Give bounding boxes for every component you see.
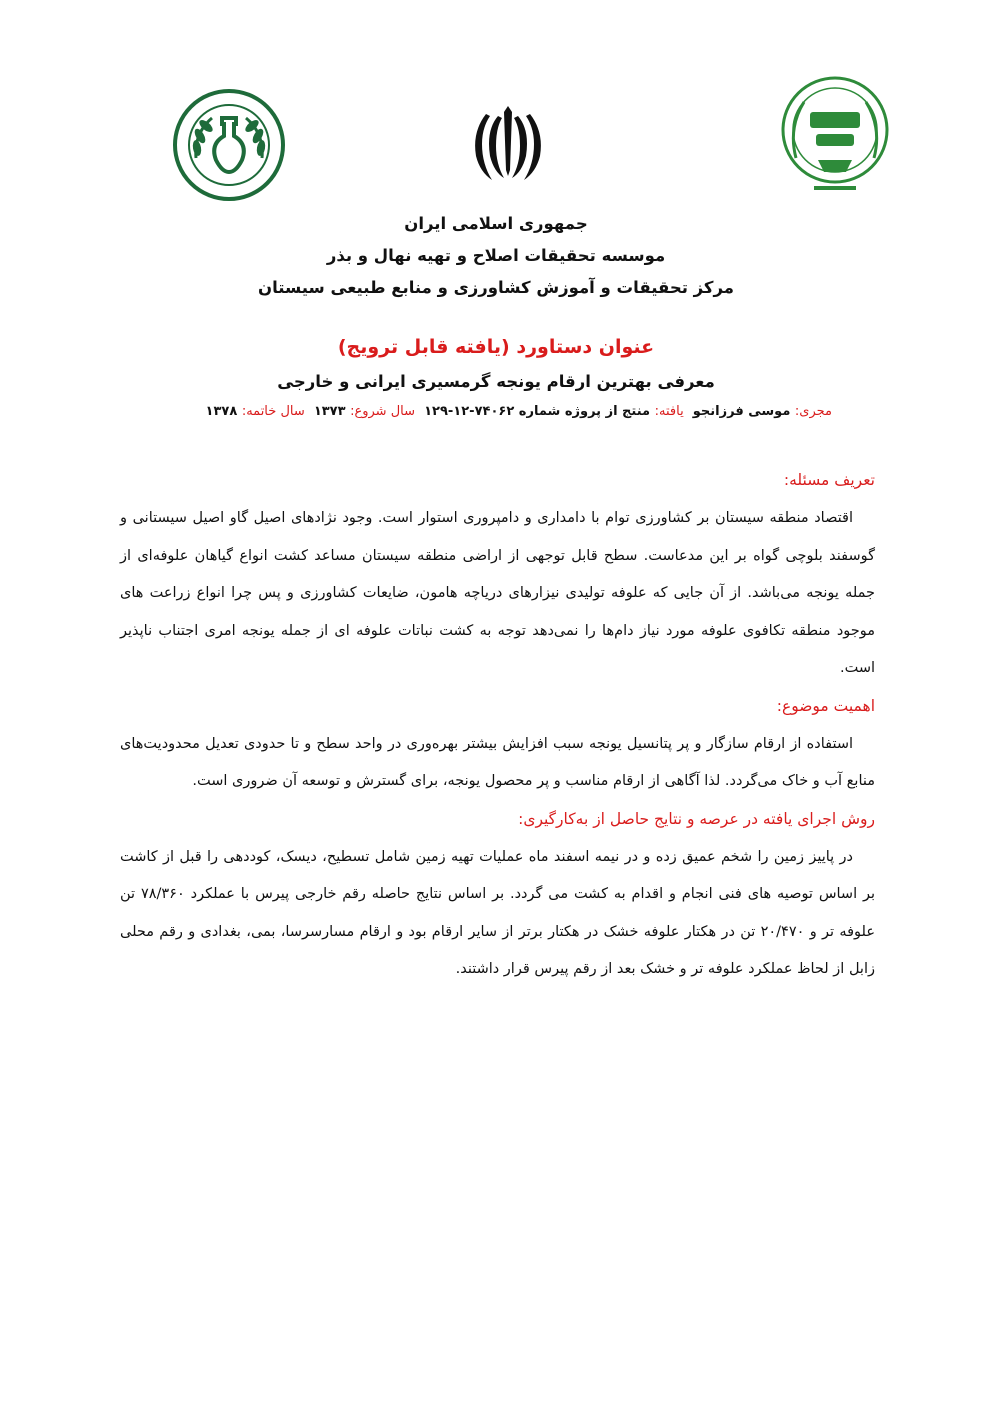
end-year-label: سال خاتمه:	[241, 404, 305, 419]
executor-label: مجری:	[794, 404, 832, 419]
iran-emblem	[468, 100, 548, 184]
achievement-title: عنوان دستاورد (یافته قابل ترویج)	[337, 336, 655, 358]
seed-institute-logo	[172, 88, 287, 203]
section-body-method: در پاییز زمین را شخم عمیق زده و در نیمه اسفند ماه عملیات تهیه زمین شامل تسطیح، دیسک، کوددهی را قبل از کاشت بر اساس توصیه های فنی انجام و اقدام به کشت می گردد. بر اساس نتایج حاصله رقم خارجی پیرس با عملکرد ۷۸/۳۶۰ تن علوفه تر و ۲۰/۴۷۰ تن در هکتار علوفه خشک در هکتار برتر از سایر ارقام بود و ارقام مسارسرسا، بمی، بغدادی و رقم محلی زابل از لحاظ عملکرد علوفه تر و خشک بعد از رقم پیرس قرار داشتند.	[120, 848, 875, 977]
header-institute: موسسه تحقیقات اصلاح و تهیه نهال و بذر	[326, 246, 666, 265]
executor-value: موسی فرزانجو	[692, 404, 791, 419]
end-year-value: ۱۳۷۸	[205, 404, 238, 419]
finding-label: یافته:	[654, 404, 684, 419]
section-heading-problem: تعریف مسئله:	[783, 471, 875, 489]
section-body-problem: اقتصاد منطقه سیستان بر کشاورزی توام با دامداری و دامپروری استوار است. وجود نژادهای اصیل گاو اصیل سیستانی و گوسفند بلوچی گواه بر این مدعاست. سطح قابل توجهی از اراضی منطقه سیستان مساعد کشت انواع گیاهان علوفه‌ای از جمله یونجه می‌باشد. از آن جایی که علوفه تولیدی نیزارهای دریاچه هامون، ضایعات کشاورزی و پس چرا انواع زراعت های موجود منطقه تکافوی علوفه مورد نیاز دام‌ها را نمی‌دهد توجه به کشت نباتات علوفه ای از جمله یونجه امری اجتناب ناپذیر است.	[120, 510, 875, 676]
achievement-subtitle: معرفی بهترین ارقام یونجه گرمسیری ایرانی و خارجی	[277, 372, 715, 391]
project-meta	[120, 404, 832, 419]
section-heading-importance: اهمیت موضوع:	[776, 696, 875, 715]
jahad-keshavarzi-logo	[770, 68, 900, 200]
start-year-label: سال شروع:	[350, 404, 416, 419]
header-country: جمهوری اسلامی ایران	[404, 214, 588, 233]
start-year-value: ۱۳۷۳	[313, 404, 346, 419]
header-center: مرکز تحقیقات و آموزش کشاورزی و منابع طبیعی سیستان	[258, 278, 734, 297]
section-heading-method: روش اجرای یافته در عرصه و نتایج حاصل از به‌کارگیری:	[518, 809, 875, 828]
document-header	[100, 208, 892, 304]
document-body	[120, 466, 875, 993]
section-body-importance: استفاده از ارقام سازگار و پر پتانسیل یونجه سبب افزایش بیشتر بهره‌وری در واحد سطح و تا حدودی تعدیل محدودیت‌های منابع آب و خاک می‌گردد. لذا آگاهی از ارقام مناسب و پر محصول یونجه، برای گسترش و توسعه آن ضروری است.	[120, 735, 875, 789]
finding-value: منتج از پروژه شماره ۷۴۰۶۲-۱۲-۱۲۹	[424, 404, 651, 419]
